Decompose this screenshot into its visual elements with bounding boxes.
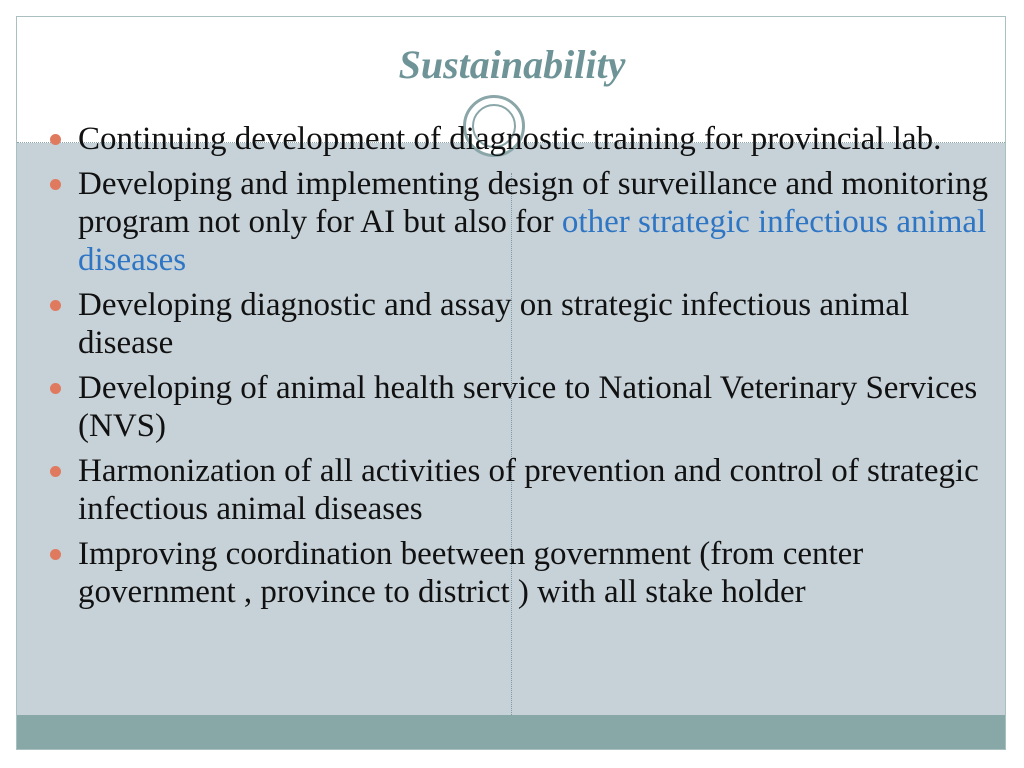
- footer-bar: [17, 715, 1005, 750]
- bullet-text: Harmonization of all activities of prevention and control of strategic infectious animal diseases: [78, 453, 979, 527]
- bullet-item: [78, 286, 998, 362]
- bullet-text: Developing of animal health service to National Veterinary Services (NVS): [78, 370, 978, 444]
- bullet-dot-icon: [50, 383, 61, 394]
- bullet-list: [78, 120, 998, 618]
- bullet-text: Continuing development of diagnostic training for provincial lab.: [78, 121, 942, 157]
- bullet-item: [78, 452, 998, 528]
- bullet-item: [78, 369, 998, 445]
- bullet-text: Developing and implementing design of surveillance and monitoring program not only for AI but also for: [78, 166, 989, 240]
- bullet-dot-icon: [50, 179, 61, 190]
- slide-title: Sustainability: [398, 42, 626, 87]
- bullet-dot-icon: [50, 300, 61, 311]
- bullet-dot-icon: [50, 549, 61, 560]
- bullet-item: [78, 120, 998, 158]
- bullet-item: [78, 535, 998, 611]
- bullet-dot-icon: [50, 466, 61, 477]
- bullet-highlight-text: other strategic infectious animal diseases: [78, 204, 987, 278]
- bullet-dot-icon: [50, 134, 61, 145]
- bullet-text: Developing diagnostic and assay on strategic infectious animal disease: [78, 287, 910, 361]
- bullet-text: Improving coordination beetween government (from center government , province to district ) with all stake holder: [78, 536, 864, 610]
- bullet-item: [78, 165, 998, 279]
